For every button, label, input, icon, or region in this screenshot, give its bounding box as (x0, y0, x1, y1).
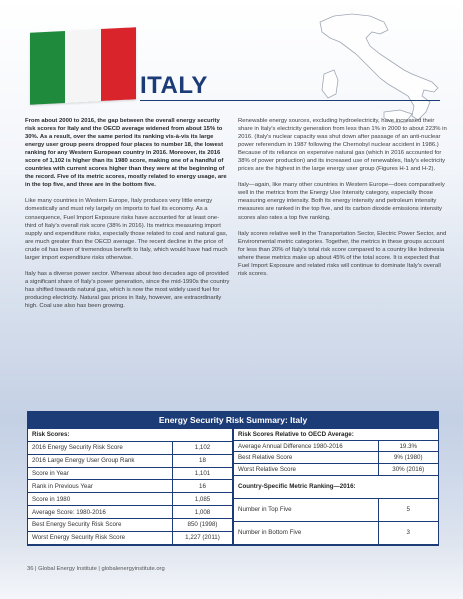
table-label: Rank in Previous Year (28, 480, 173, 493)
table-value: 1,101 (173, 467, 233, 480)
table-value: 1,227 (2011) (173, 531, 233, 544)
table-row (28, 531, 233, 544)
table-label: 2016 Large Energy User Group Rank (28, 454, 173, 467)
summary-title: Energy Security Risk Summary: Italy (28, 412, 438, 428)
table-value: 16 (173, 480, 233, 493)
table-value: 30% (2016) (378, 464, 438, 476)
table-row (28, 519, 233, 532)
body-column-left (25, 117, 230, 318)
table-label: Score in 1980 (28, 493, 173, 506)
table-value: 3 (378, 521, 438, 544)
table-label: Average Annual Difference 1980-2016 (234, 440, 379, 452)
paragraph: Italy scores relative well in the Transportation Sector, Electric Power Sector, and Environmental metric categories. Together, the metrics in these groups account for less than 20% of Italy's total risk score compared to a country like Indonesia where these metrics make up about 45% of the total score. It is expected that Fuel Import Exposure and related risks will continue to dominate Italy's overall risk scores. (238, 230, 447, 277)
flag-stripe-green (30, 31, 65, 105)
table-label: Number in Bottom Five (234, 521, 379, 544)
table-value: 1,008 (173, 506, 233, 519)
paragraph: Renewable energy sources, excluding hydroelectricity, have increased their share in Italy's electricity generation from less than 1% in 2000 to about 223% in 2016. (Italy's nuclear capacity was shut down after passage of an anti-nuclear power referendum in 1987 following the Chernobyl nuclear accident in 1986.) Because of its reliance on expensive natural gas (which in 2016 accounted for 38% of power production) and its increased use of renewables, Italy's electricity prices are the highest in the large energy user group (Figures H-1 and H-2). (238, 118, 447, 173)
table-value: 18 (173, 454, 233, 467)
table-value: 850 (1998) (173, 519, 233, 532)
page-footer: 36 | Global Energy Institute | globalenergyinstitute.org (27, 566, 165, 572)
table-value: 1,085 (173, 493, 233, 506)
table-value: 5 (378, 498, 438, 521)
table-row (234, 440, 439, 452)
body-column-right (238, 117, 448, 286)
table-row (234, 464, 439, 476)
table-value: 9% (1980) (378, 452, 438, 464)
table-row (234, 452, 439, 464)
flag-stripe-red (101, 27, 136, 101)
table-row (28, 467, 233, 480)
paragraph: Italy has a diverse power sector. Whereas about two decades ago oil provided a significant share of Italy's power generation, since the mid-1990s the country has shifted towards natural gas, which is now the most widely used fuel for producing electricity. Natural gas prices in Italy, however, are extraordinarily high. Coal use also has been growing. (25, 270, 230, 309)
risk-scores-table (28, 428, 233, 545)
table-row (28, 493, 233, 506)
paragraph: Italy—again, like many other countries in Western Europe—does comparatively well in the metrics from the Energy Use Intensity category, especially those measuring energy intensity. Both its energy intensity and petroleum intensity measures are ranked in the top five, and its carbon dioxide emissions intensity scores also rates a top five ranking. (238, 182, 445, 221)
table-label: 2016 Energy Security Risk Score (28, 441, 173, 454)
table-row (234, 429, 439, 441)
table-row (234, 475, 439, 498)
flag-stripe-white (65, 29, 100, 103)
table-row (28, 506, 233, 519)
table-label: Worst Relative Score (234, 464, 379, 476)
table-value: 1,102 (173, 441, 233, 454)
paragraph: Like many countries in Western Europe, Italy produces very little energy domestically and must rely largely on imports to fuel its economy. As a consequence, Fuel Import Exposure risks have accounted for at least one-third of Italy's overall risk score (38% in 2016). Its metrics measuring import supply and expenditure risks, especially those related to coal and natural gas, are much greater than the OECD average. The recent decline in the price of crude oil has been of tremendous benefit to Italy, which would have had much larger import expenditure risks otherwise. (25, 198, 228, 261)
table-row (28, 429, 233, 442)
table-row (28, 454, 233, 467)
paragraph: From about 2000 to 2016, the gap between the overall energy security risk scores for Italy and the OECD average widened from about 15% to 30%. As a result, over the same period its ranking vis-à-vis its large energy user group peers dropped four places to number 18, the lowest ranking for any Western European country in 2016. Moreover, its 2016 score of 1,102 is higher than its 1980 score, making one of a handful of countries with current scores higher than they were at the beginning of the record. Five of its metric scores, mostly related to energy usage, are in the top five, and three are in the bottom five. (25, 118, 227, 189)
table-header: Country-Specific Metric Ranking—2016: (234, 475, 439, 498)
table-label: Worst Energy Security Risk Score (28, 531, 173, 544)
table-row (234, 498, 439, 521)
risk-summary-box (27, 411, 439, 546)
table-row (234, 521, 439, 544)
table-label: Best Energy Security Risk Score (28, 519, 173, 532)
table-header: Risk Scores Relative to OECD Average: (234, 429, 439, 441)
table-label: Number in Top Five (234, 498, 379, 521)
table-header: Risk Scores: (28, 429, 233, 442)
title-divider (140, 100, 440, 101)
table-label: Average Score: 1980-2016 (28, 506, 173, 519)
table-row (28, 441, 233, 454)
table-label: Best Relative Score (234, 452, 379, 464)
page-title: ITALY (140, 72, 208, 99)
table-row (28, 480, 233, 493)
table-value: 19.3% (378, 440, 438, 452)
italy-flag-icon (30, 27, 136, 105)
italy-map-icon (300, 8, 460, 126)
table-label: Score in Year (28, 467, 173, 480)
relative-scores-table (233, 428, 438, 545)
